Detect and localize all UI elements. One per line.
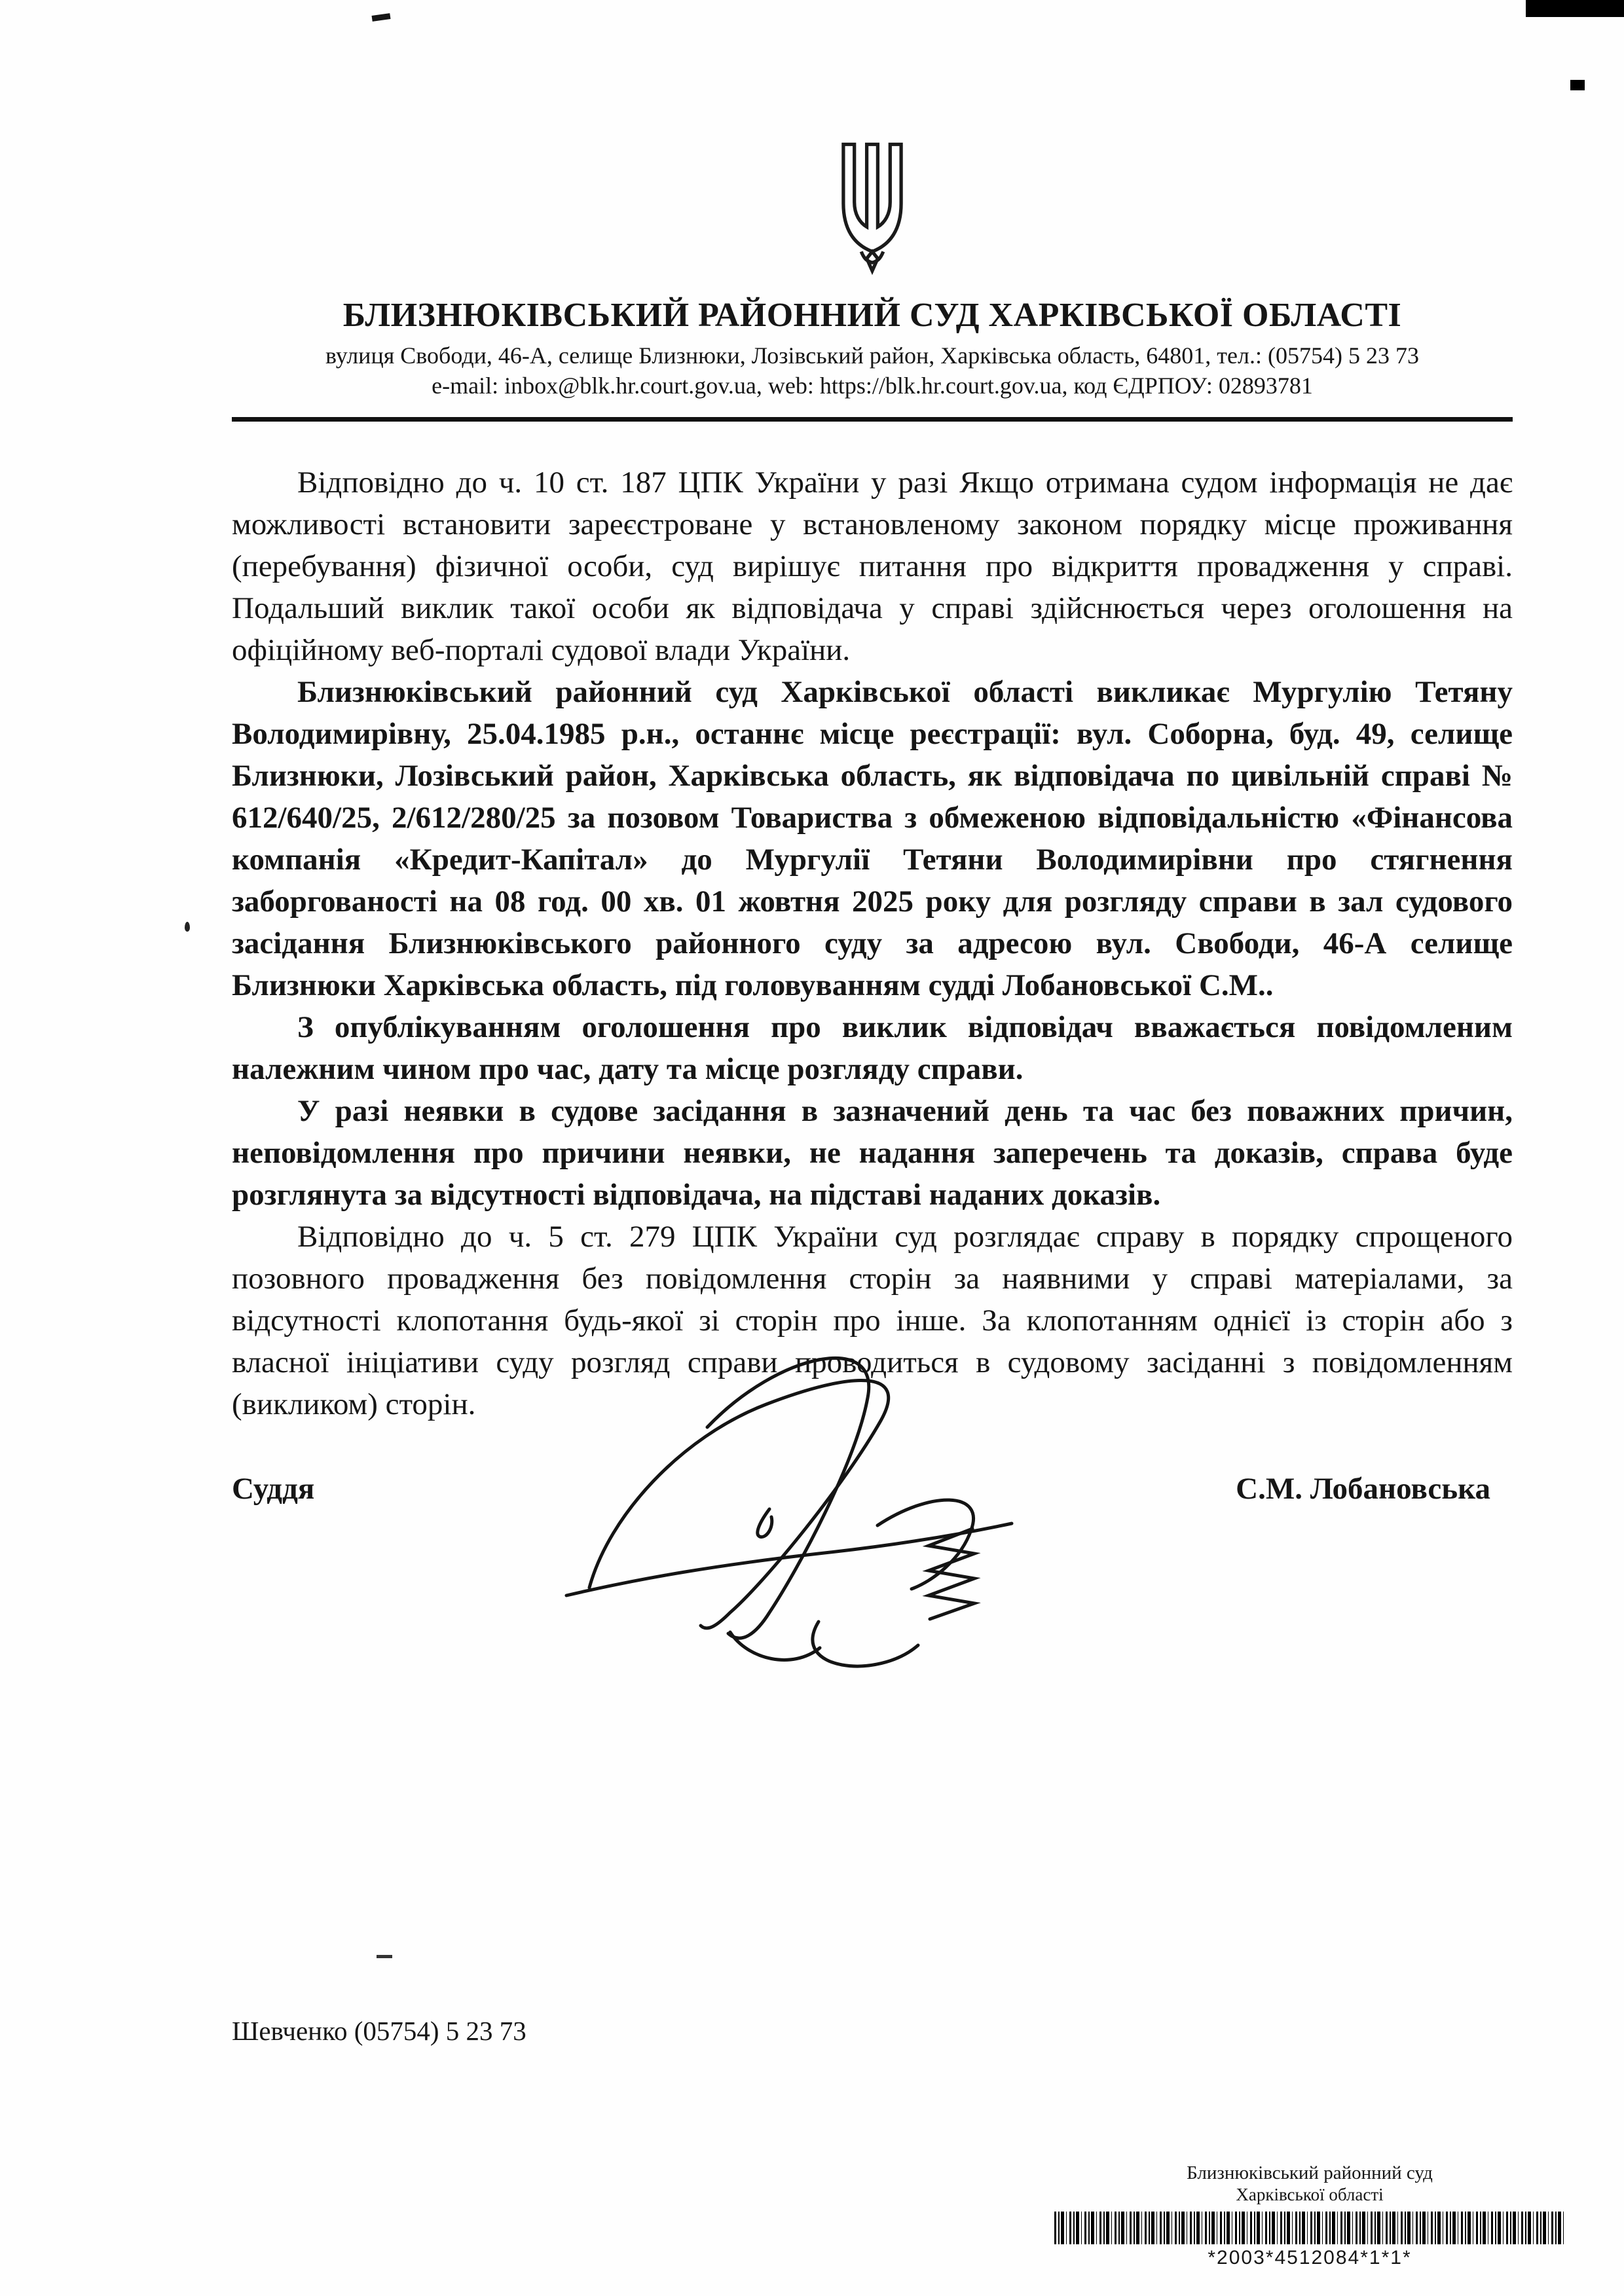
barcode-number: *2003*4512084*1*1* xyxy=(1208,2247,1412,2269)
barcode xyxy=(1054,2212,1565,2244)
paragraph-law-279: Відповідно до ч. 5 ст. 279 ЦПК України суд розглядає справу в порядку спрощеного позовного провадження без повідомлення сторін за наявними у справі матеріалами, за відсутності клопотання будь-якої зі сторін про інше. За клопотанням однієї із сторін або з власної ініціативи суду розгляд справи проводиться в судовому засіданні з повідомленням (викликом) сторін. xyxy=(232,1220,1513,1421)
registration-stamp xyxy=(1048,2162,1572,2269)
judge-name: С.М. Лобановська xyxy=(1236,1472,1490,1506)
scan-artifact-speck xyxy=(185,922,190,932)
paragraph-law-187: Відповідно до ч. 10 ст. 187 ЦПК України у разі Якщо отримана судом інформація не дає можливості встановити зареєстроване у встановленому законом порядку місце проживання (перебування) фізичної особи, суд вирішує питання про відкриття провадження у справі. Подальший виклик такої особи як відповідача у справі здійснюється через оголошення на офіційному веб-порталі судової влади України. xyxy=(232,465,1513,667)
document-body xyxy=(232,462,1513,1425)
paragraph-absence-warning: У разі неявки в судове засідання в зазначений день та час без поважних причин, неповідомлення про причини неявки, не надання заперечень та доказів, справа буде розглянута за відсутності відповідача, на підставі наданих доказів. xyxy=(232,1094,1513,1212)
document-header xyxy=(232,128,1513,422)
scan-artifact-dash xyxy=(377,1955,392,1958)
paragraph-summons: Близнюківський районний суд Харківської області викликає Мургулію Тетяну Володимирівну, 25.04.1985 р.н., останнє місце реєстрації: вул. Соборна, буд. 49, селище Близнюки, Лозівський район, Харківська область, як відповідача по цивільній справі № 612/640/25, 2/612/280/25 за позовом Товариства з обмеженою відповідальністю «Фінансова компанія «Кредит-Капітал» до Мургулії Тетяни Володимирівни про стягнення заборгованості на 08 год. 00 хв. 01 жовтня 2025 року для розгляду справи в зал судового засідання Близнюківського районного суду за адресою вул. Свободи, 46-А селище Близнюки Харківська область, під головуванням судді Лобановської С.М.. xyxy=(232,675,1513,1002)
signature-row xyxy=(232,1457,1513,1535)
header-divider xyxy=(232,417,1513,422)
scan-artifact-top-tick xyxy=(372,13,391,22)
paragraph-publication-notice: З опублікуванням оголошення про виклик відповідач вважається повідомленим належним чином про час, дату та місце розгляду справи. xyxy=(232,1010,1513,1086)
clerk-contact-line: Шевченко (05754) 5 23 73 xyxy=(232,2016,526,2046)
scan-artifact-right-edge xyxy=(1570,80,1585,90)
judge-role-label: Суддя xyxy=(232,1472,315,1506)
court-address: вулиця Свободи, 46-А, селище Близнюки, Лозівський район, Харківська область, 64801, тел.: (05754) 5 23 73 xyxy=(325,342,1419,369)
court-contacts: e-mail: inbox@blk.hr.court.gov.ua, web: https://blk.hr.court.gov.ua, код ЄДРПОУ: 02893781 xyxy=(432,373,1313,399)
court-name: БЛИЗНЮКІВСЬКИЙ РАЙОННИЙ СУД ХАРКІВСЬКОЇ ОБЛАСТІ xyxy=(342,297,1402,334)
stamp-court-name: Близнюківський районний суд xyxy=(1187,2162,1433,2183)
scan-artifact-top-right xyxy=(1526,0,1624,17)
coat-of-arms-ukraine-icon xyxy=(831,128,913,285)
stamp-court-region: Харківської області xyxy=(1236,2185,1384,2204)
